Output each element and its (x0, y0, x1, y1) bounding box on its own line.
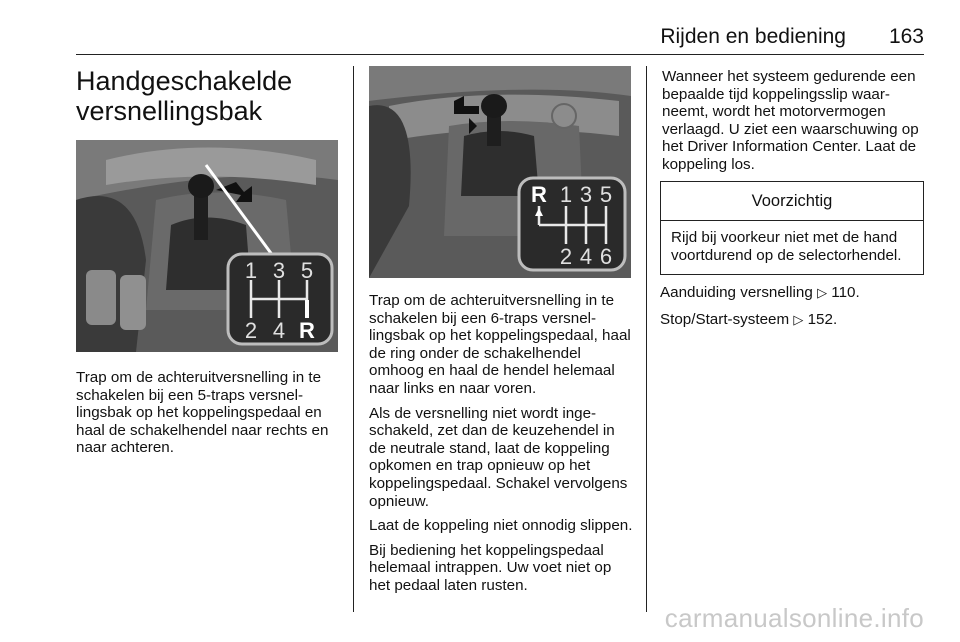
gate-label: 3 (272, 258, 286, 283)
page-number: 163 (888, 25, 924, 48)
column2-text (369, 292, 633, 602)
gate-label: R (299, 318, 315, 343)
column3-text (662, 68, 926, 181)
cross-reference[interactable]: Stop/Start-systeem ▷ 152. (660, 311, 838, 328)
section-title: Rijden en bediening (660, 25, 846, 48)
gate-label: 4 (272, 318, 286, 343)
cross-reference[interactable]: Aanduiding versnelling ▷ 110. (660, 284, 860, 301)
reference-arrow-icon: ▷ (817, 285, 828, 300)
paragraph: Als de versnelling niet wordt ingeschakeld, zet dan de keuzehendel in de neutrale stand, laat de koppeling opkomen en trap opnieuw op het koppelingspedaal. Schakel vervolgens opnieuw. (369, 404, 628, 510)
paragraph: Trap om de achteruitversnelling in te schakelen bij een 5-traps versnellingsbak op het koppelingspedaal en haal de schakelhendel naar rechts en naar achteren. (76, 369, 329, 457)
gate-label: 1 (244, 258, 258, 283)
gearshift-photo-5speed (76, 140, 338, 352)
gate-label: R (531, 182, 547, 207)
gate-label: 5 (599, 182, 613, 207)
gate-label: 2 (244, 318, 258, 343)
paragraph: Wanneer het systeem gedurende een bepaalde tijd koppelingsslip waarneemt, wordt het motorvermogen verlaagd. U ziet een waarschuwing op het Driver Information Center. Laat de koppeling los. (662, 68, 919, 173)
gearshift-photo-6speed (369, 66, 631, 278)
chapter-heading: Handgeschakelde versnellingsbak (76, 66, 293, 126)
paragraph: Bij bediening het koppelingspedaal helemaal intrappen. Uw voet niet op het pedaal laten rusten. (369, 541, 612, 594)
column1-text (76, 369, 341, 464)
gate-label: 5 (300, 258, 314, 283)
gate-label: 1 (559, 182, 573, 207)
caution-title: Voorzichtig (661, 182, 923, 221)
gate-label: 3 (579, 182, 593, 207)
cross-references (660, 284, 922, 338)
caution-body: Rijd bij voorkeur niet met de hand voortdurend op de selectorhendel. (671, 229, 902, 264)
paragraph: Trap om de achteruitversnelling in te schakelen bij een 6-traps versnellingsbak op het koppelingspedaal, haal de ring onder de schakelhendel omhoog en haal de hendel helemaal naar links en naar voren. (369, 292, 631, 397)
reference-arrow-icon: ▷ (793, 312, 804, 327)
gate-label: 4 (579, 244, 593, 269)
column-divider-1 (353, 66, 354, 612)
column-divider-2 (646, 66, 647, 612)
watermark: carmanualsonline.info (664, 603, 924, 633)
caution-box (660, 181, 924, 275)
paragraph: Laat de koppeling niet onnodig slippen. (369, 517, 633, 535)
page-header (76, 22, 924, 55)
gate-label: 2 (559, 244, 573, 269)
gate-label: 6 (599, 244, 613, 269)
